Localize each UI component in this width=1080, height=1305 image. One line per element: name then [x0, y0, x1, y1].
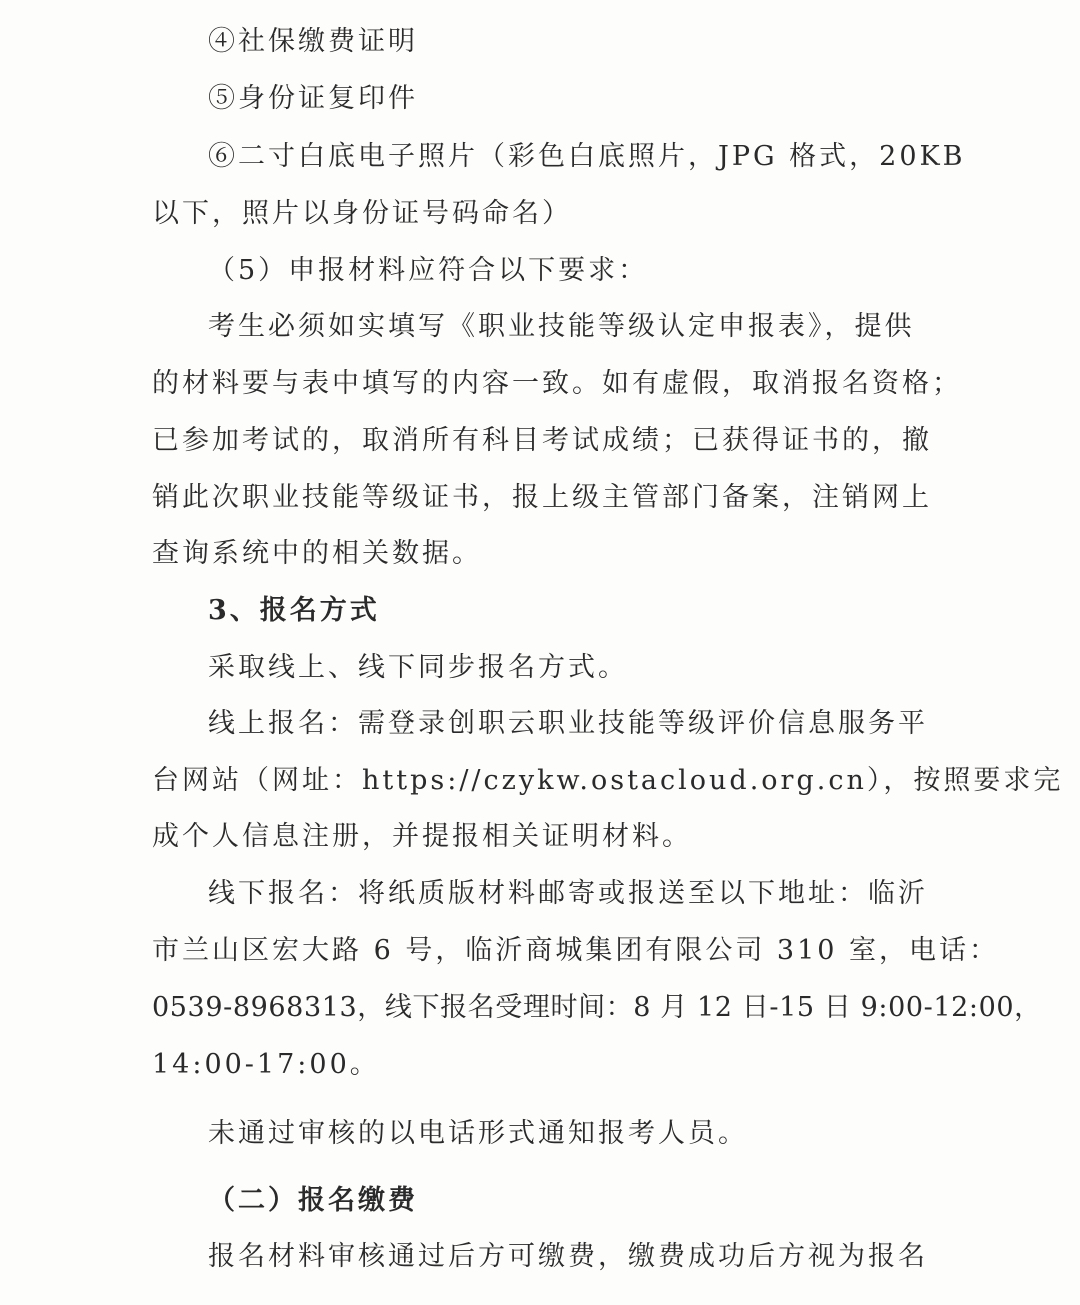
- paragraph-line: 线下报名：将纸质版材料邮寄或报送至以下地址：临沂: [208, 878, 928, 909]
- paragraph-line: 销此次职业技能等级证书，报上级主管部门备案，注销网上: [152, 482, 932, 513]
- paragraph-line: 未通过审核的以电话形式通知报考人员。: [208, 1118, 748, 1149]
- paragraph-line: 14:00-17:00。: [152, 1049, 380, 1080]
- list-item-photo-cont: 以下，照片以身份证号码命名）: [152, 198, 572, 229]
- section-heading-registration-method: 3、报名方式: [208, 595, 380, 626]
- list-item-id-copy: ⑤身份证复印件: [208, 83, 418, 114]
- paragraph-line: 市兰山区宏大路 6 号，临沂商城集团有限公司 310 室，电话：: [152, 935, 1000, 966]
- paragraph-line-url: 台网站（网址：https://czykw.ostacloud.org.cn），按照要求完: [152, 765, 1064, 796]
- paragraph-line: 已参加考试的，取消所有科目考试成绩；已获得证书的，撤: [152, 425, 932, 456]
- paragraph-line-phone-time: 0539-8968313，线下报名受理时间：8 月 12 日-15 日 9:00-12:00，: [152, 992, 1042, 1023]
- paragraph-line: 查询系统中的相关数据。: [152, 538, 482, 569]
- subheading-requirements: （5）申报材料应符合以下要求：: [208, 255, 649, 286]
- section-heading-fee: （二）报名缴费: [208, 1185, 418, 1216]
- paragraph-line: 采取线上、线下同步报名方式。: [208, 652, 628, 683]
- paragraph-line: 考生必须如实填写《职业技能等级认定申报表》，提供: [208, 311, 915, 342]
- paragraph-line: 的材料要与表中填写的内容一致。如有虚假，取消报名资格；: [152, 368, 962, 399]
- list-item-photo: ⑥二寸白底电子照片（彩色白底照片，JPG 格式，20KB: [208, 141, 966, 172]
- paragraph-line: 报名材料审核通过后方可缴费，缴费成功后方视为报名: [208, 1241, 928, 1272]
- paragraph-line: 成个人信息注册，并提报相关证明材料。: [152, 821, 692, 852]
- list-item-social-security: ④社保缴费证明: [208, 26, 418, 57]
- paragraph-line: 线上报名：需登录创职云职业技能等级评价信息服务平: [208, 708, 928, 739]
